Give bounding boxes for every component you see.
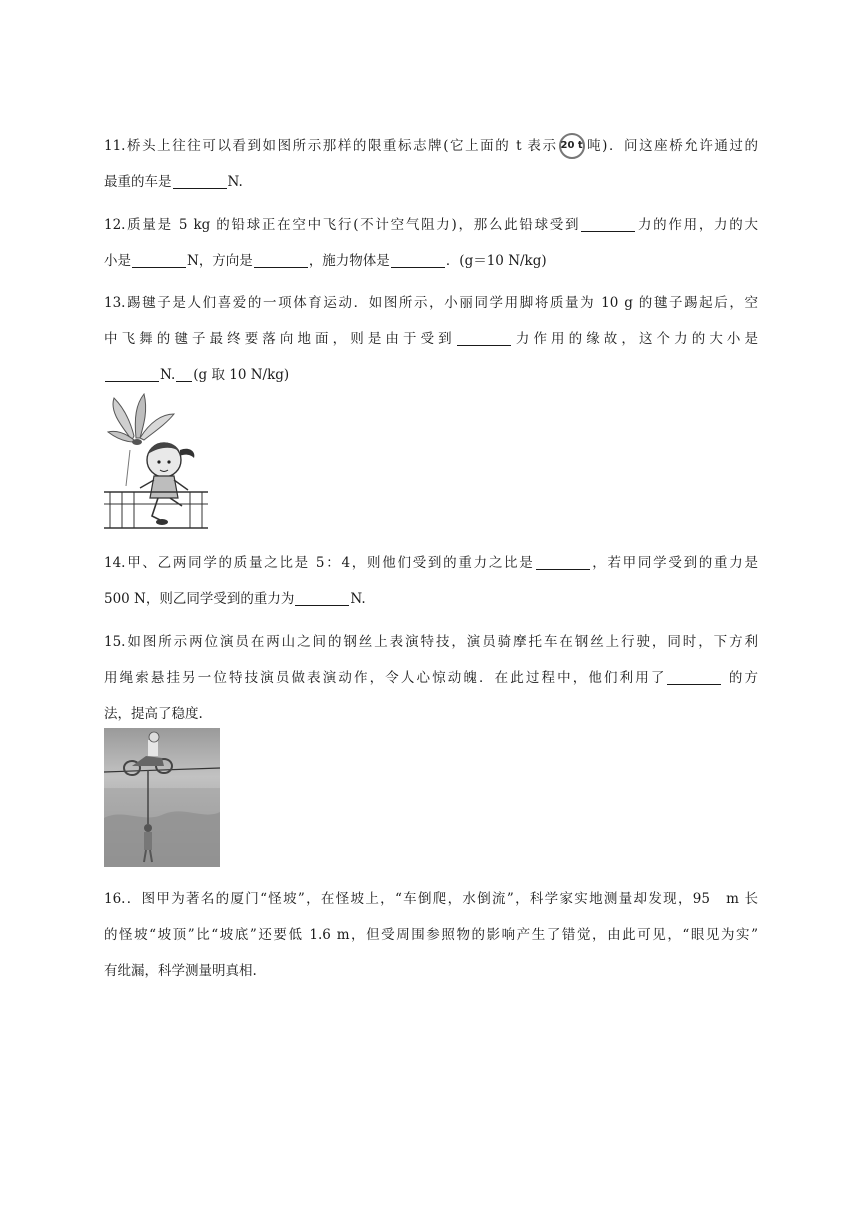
weight-limit-sign-text: 20 t	[560, 139, 583, 151]
q13-underline-gap	[176, 367, 192, 382]
q12-text-e: ，施力物体是	[308, 253, 390, 269]
weight-limit-sign-icon	[559, 133, 585, 159]
question-11	[104, 128, 758, 200]
q12-answer-blank-3[interactable]	[254, 253, 308, 268]
q12-answer-blank-2[interactable]	[132, 253, 186, 268]
q14-text-a: 14.甲、乙两同学的质量之比是 5：4，则他们受到的重力之比是	[104, 555, 535, 571]
q11-text-c: 最重的车是	[104, 174, 172, 190]
question-12	[104, 207, 758, 279]
q14-text-b: ，若甲同学受到的重力是	[590, 555, 758, 571]
q15-text-b: 用绳索悬挂另一位特技演员做表演动作，令人心惊动魄．在此过程中，他们利用了	[104, 670, 667, 686]
q13-text-b: 中飞舞的毽子最终要落向地面，则是由于受到	[104, 331, 456, 347]
q12-text-c: 小是	[104, 253, 131, 269]
q16-text-a: 16.．图甲为著名的厦门“怪坡”，在怪坡上，“车倒爬，水倒流”，科学家实地测量却发现，95 m 长	[104, 891, 758, 907]
q15-text-d: 法，提高了稳度.	[104, 706, 203, 722]
q12-text-b: 力的作用，力的大	[636, 217, 758, 233]
q13-answer-blank-2[interactable]	[105, 367, 159, 382]
question-15	[104, 624, 758, 732]
q13-text-c: 力作用的缘故，这个力的大小是	[511, 331, 759, 347]
q13-answer-blank-1[interactable]	[457, 331, 511, 346]
tightrope-motorcycle-photo	[104, 728, 220, 867]
q14-text-c: 500 N，则乙同学受到的重力为	[104, 591, 295, 607]
q16-text-c: 有纰漏，科学测量明真相.	[104, 963, 257, 979]
q12-answer-blank-1[interactable]	[581, 217, 635, 232]
q12-text-f: ．(g＝10 N/kg)	[445, 253, 547, 269]
q14-text-d: N.	[350, 591, 366, 607]
q11-text-d: N.	[227, 174, 243, 190]
q11-text-a: 11.桥头上往往可以看到如图所示那样的限重标志牌(它上面的 t 表示	[104, 138, 558, 154]
q16-text-b: 的怪坡“坡顶”比“坡底”还要低 1.6 m，但受周围参照物的影响产生了错觉，由此可见，“眼见为实”	[104, 927, 758, 943]
q15-text-c: 的方	[722, 670, 759, 686]
q14-answer-blank-1[interactable]	[536, 555, 590, 570]
question-14	[104, 545, 758, 617]
q12-answer-blank-4[interactable]	[391, 253, 445, 268]
question-13	[104, 285, 758, 393]
q11-text-b: 吨)．问这座桥允许通过的	[585, 138, 758, 154]
q12-text-a: 12.质量是 5 kg 的铅球正在空中飞行(不计空气阻力)，那么此铅球受到	[104, 217, 581, 233]
q14-answer-blank-2[interactable]	[295, 591, 349, 606]
q13-text-a: 13.踢毽子是人们喜爱的一项体育运动．如图所示，小丽同学用脚将质量为 10 g 的毽子踢起后，空	[104, 295, 758, 311]
q15-answer-blank[interactable]	[667, 670, 721, 685]
question-16	[104, 881, 758, 989]
q12-text-d: N，方向是	[187, 253, 253, 269]
q13-text-d: N.	[160, 367, 176, 383]
q15-text-a: 15.如图所示两位演员在两山之间的钢丝上表演特技，演员骑摩托车在钢丝上行驶，同时，下方利	[104, 634, 758, 650]
shuttlecock-kicking-girl-figure	[104, 392, 208, 532]
q13-text-e: (g 取 10 N/kg)	[193, 367, 290, 383]
q11-answer-blank[interactable]	[173, 174, 227, 189]
